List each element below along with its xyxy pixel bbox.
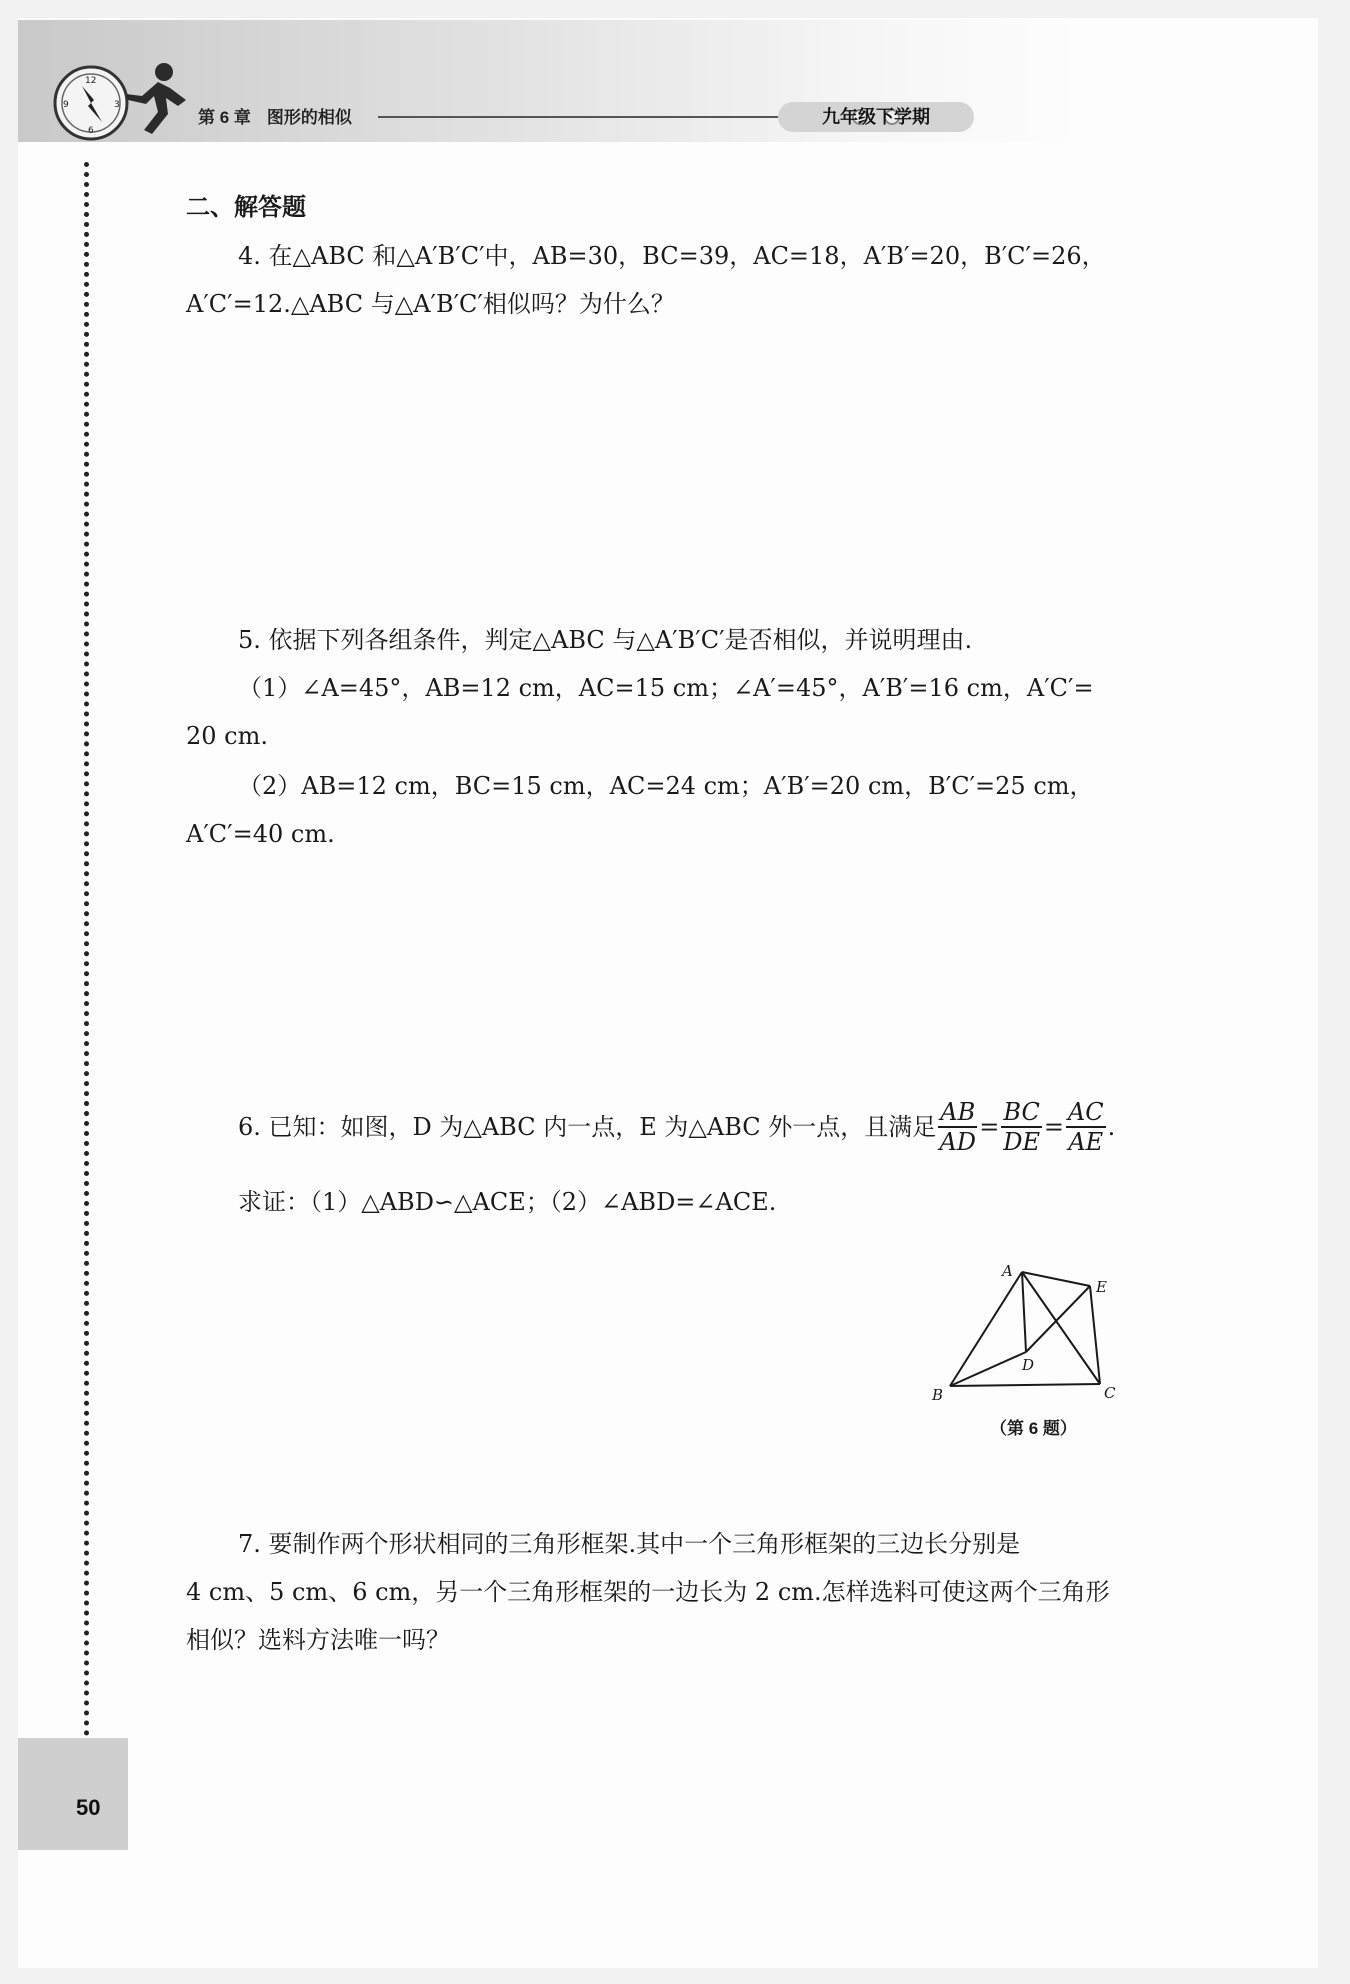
- segment-de: [1026, 1286, 1090, 1352]
- page-number-box: [18, 1738, 128, 1850]
- section-title: 二、解答题: [186, 194, 306, 221]
- segment-bc: [950, 1384, 1100, 1386]
- fraction-bc-de: [1001, 1098, 1041, 1156]
- q5-line-2: （1）∠A=45°，AB=12 cm，AC=15 cm；∠A′=45°，A′B′=16 cm，A′C′=: [238, 674, 1094, 702]
- fraction-numerator: BC: [1003, 1098, 1040, 1126]
- grade-tag-label: 九年级下学期: [822, 107, 930, 127]
- runner-figure-icon: [118, 60, 190, 136]
- binding-dotted-line: [84, 162, 89, 1737]
- svg-text:9: 9: [63, 100, 69, 110]
- q6-geometry-figure: [930, 1262, 1150, 1412]
- q4-line-1: 4. 在△ABC 和△A′B′C′中，AB=30，BC=39，AC=18，A′B′=20，B′C′=26，: [238, 242, 1106, 270]
- q6-line-2: 求证：（1）△ABD∽△ACE；（2）∠ABD=∠ACE.: [238, 1188, 777, 1216]
- fraction-numerator: AC: [1067, 1098, 1104, 1126]
- fraction-denominator: DE: [1003, 1128, 1040, 1156]
- chapter-heading: [198, 103, 352, 128]
- svg-text:6: 6: [88, 126, 94, 136]
- q7-line-3: 相似？选料方法唯一吗？: [186, 1626, 450, 1654]
- equals-sign: =: [979, 1113, 1000, 1141]
- fraction-ac-ae: [1066, 1098, 1106, 1156]
- q5-line-1: 5. 依据下列各组条件，判定△ABC 与△A′B′C′是否相似，并说明理由.: [238, 626, 973, 654]
- figure-caption: （第 6 题）: [990, 1419, 1077, 1438]
- header-rule: [378, 116, 778, 118]
- equals-sign: =: [1043, 1113, 1064, 1141]
- label-b: B: [932, 1386, 944, 1404]
- q5-line-3: 20 cm.: [186, 722, 268, 750]
- segment-ae: [1022, 1272, 1090, 1286]
- fraction-numerator: AB: [940, 1098, 976, 1126]
- fraction-denominator: AD: [939, 1128, 977, 1156]
- q4-line-2: A′C′=12.△ABC 与△A′B′C′相似吗？为什么？: [186, 290, 675, 318]
- label-e: E: [1096, 1278, 1107, 1296]
- q6-prefix: 6. 已知：如图，D 为△ABC 内一点，E 为△ABC 外一点，且满足: [238, 1113, 937, 1141]
- segment-ec: [1090, 1286, 1100, 1384]
- q7-line-1: 7. 要制作两个形状相同的三角形框架.其中一个三角形框架的三边长分别是: [238, 1530, 1021, 1558]
- label-d: D: [1022, 1356, 1035, 1374]
- label-c: C: [1104, 1384, 1116, 1402]
- label-a: A: [1002, 1262, 1013, 1280]
- fraction-denominator: AE: [1068, 1128, 1104, 1156]
- page-number: 50: [76, 1795, 101, 1820]
- q7-line-2: 4 cm、5 cm、6 cm，另一个三角形框架的一边长为 2 cm.怎样选料可使这两个三角形: [186, 1578, 1110, 1606]
- q6-suffix: .: [1107, 1113, 1116, 1141]
- q5-line-4: （2）AB=12 cm，BC=15 cm，AC=24 cm；A′B′=20 cm，B′C′=25 cm，: [238, 772, 1094, 800]
- chapter-title: 图形的相似: [266, 108, 352, 127]
- q6-line-1: [238, 1098, 1115, 1156]
- svg-text:12: 12: [85, 76, 97, 86]
- q5-line-5: A′C′=40 cm.: [186, 820, 335, 848]
- fraction-ab-ad: [938, 1098, 977, 1156]
- grade-tag: [778, 102, 974, 132]
- svg-text:3: 3: [114, 100, 120, 110]
- chapter-number: 第 6 章: [198, 108, 251, 127]
- segment-ad: [1022, 1272, 1026, 1352]
